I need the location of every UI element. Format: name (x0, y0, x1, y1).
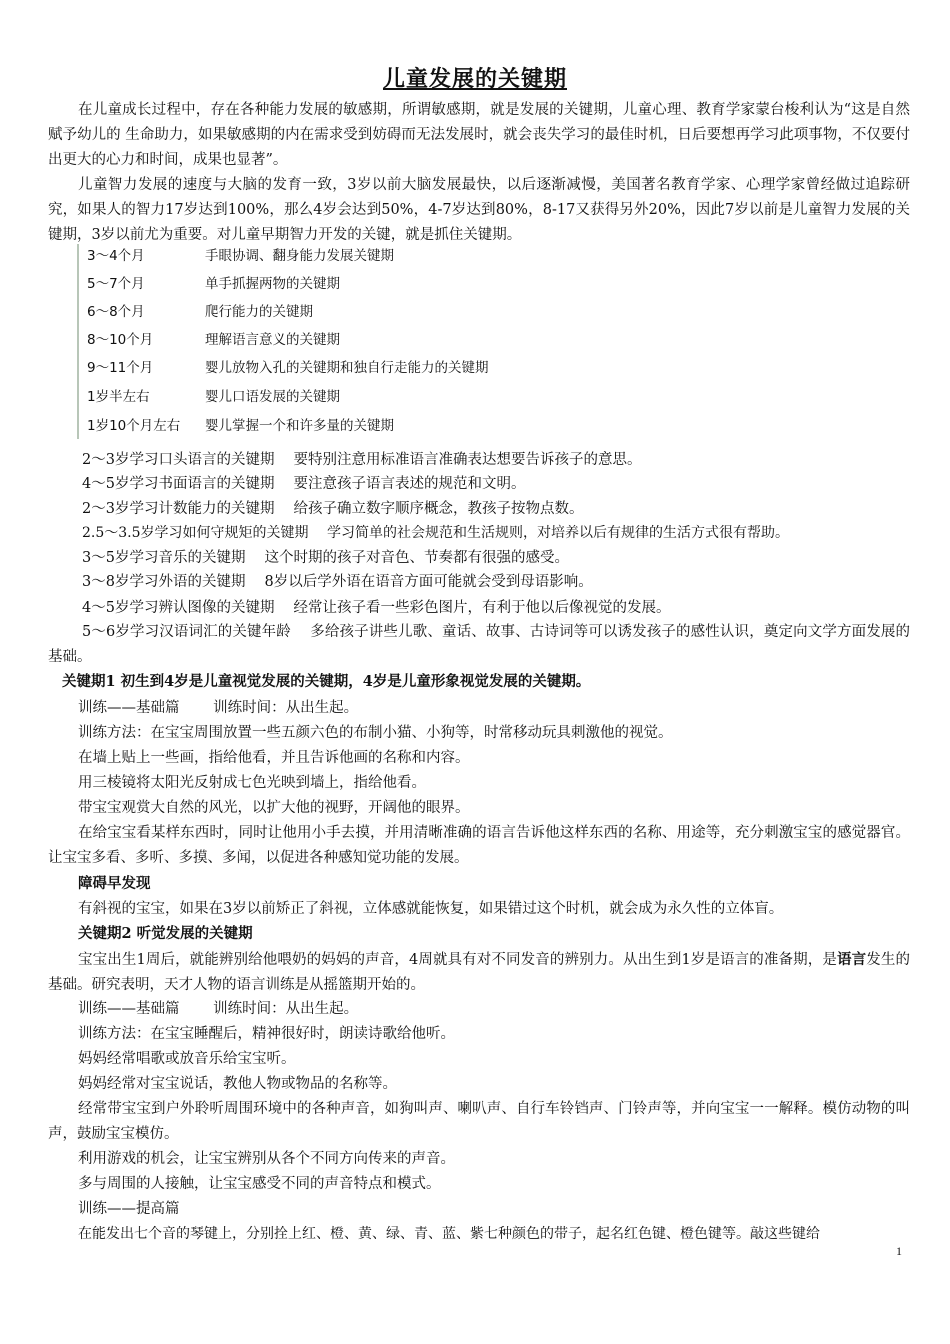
key2-line: 训练方法：在宝宝睡醒后，精神很好时，朗读诗歌给他听。 (78, 1026, 455, 1042)
key-period-table (77, 244, 559, 439)
key1-line: 带宝宝观赏大自然的风光，以扩大他的视野，开阔他的眼界。 (78, 800, 470, 816)
key2-line: 训练——基础篇 训练时间：从出生起。 (78, 1001, 359, 1017)
period-line: 3～5岁学习音乐的关键期 这个时期的孩子对音色、节奏都有很强的感受。 (82, 550, 570, 566)
table-desc: 单手抓握两物的关键期 (205, 276, 340, 292)
key2-line: 在能发出七个音的琴键上，分别拴上红、橙、黄、绿、青、蓝、紫七种颜色的带子，起名红色键、橙色键等。敲这些键给 (78, 1226, 820, 1242)
table-age: 9～11个月 (87, 360, 154, 376)
key1-line: 训练方法：在宝宝周围放置一些五颜六色的布制小猫、小狗等，时常移动玩具刺激他的视觉。 (78, 725, 673, 741)
table-desc: 婴儿口语发展的关键期 (205, 389, 340, 405)
table-row (87, 414, 394, 438)
key1-paragraph: 在给宝宝看某样东西时，同时让他用小手去摸，并用清晰准确的语言告诉他这样东西的名称、用途等，充分刺激宝宝的感觉器官。让宝宝多看、多听、多摸、多闻，以促进各种感知觉功能的发展。 (48, 825, 910, 866)
intro-paragraph-1: 在儿童成长过程中，存在各种能力发展的敏感期，所谓敏感期，就是发展的关键期，儿童心理、教育学家蒙台梭利认为“这是自然赋予幼儿的 生命助力，如果敏感期的内在需求受到妨碍而无法发展时，就会丧失学习的最佳时机，日后要想再学习此项事物，不仅要付出更大的心力和时间，成果也显著”。 (48, 102, 910, 168)
period-line: 2.5～3.5岁学习如何守规矩的关键期 学习简单的社会规范和生活规则，对培养以后有规律的生活方式很有帮助。 (82, 525, 789, 541)
period-line-last: 5～6岁学习汉语词汇的关键年龄 多给孩子讲些儿歌、童话、故事、古诗词等可以诱发孩子的感性认识，奠定向文学方面发展的基础。 (48, 624, 910, 665)
table-desc: 理解语言意义的关键期 (205, 332, 340, 348)
table-desc: 婴儿放物入孔的关键期和独自行走能力的关键期 (205, 360, 489, 376)
key2-line: 训练——提高篇 (78, 1201, 180, 1217)
key2-text-a: 宝宝出生1周后，就能辨别给他喂奶的妈妈的声音，4周就具有对不同发音的辨别力。从出生到1岁是语言的准备期，是 (78, 952, 838, 968)
key2-paragraph (48, 947, 910, 998)
period-line: 4～5岁学习辨认图像的关键期 经常让孩子看一些彩色图片，有利于他以后像视觉的发展。 (82, 600, 671, 616)
key2-line: 利用游戏的机会，让宝宝辨别从各个不同方向传来的声音。 (78, 1151, 455, 1167)
obstacle-heading: 障碍早发现 (78, 875, 151, 892)
key2-line: 妈妈经常唱歌或放音乐给宝宝听。 (78, 1051, 296, 1067)
table-age: 5～7个月 (87, 276, 145, 292)
table-row (87, 385, 340, 409)
key1-heading: 关键期1 初生到4岁是儿童视觉发展的关键期，4岁是儿童形象视觉发展的关键期。 (62, 673, 591, 690)
page-title: 儿童发展的关键期 (382, 66, 567, 92)
table-row (87, 272, 340, 296)
intro-paragraph-2: 儿童智力发展的速度与大脑的发育一致，3岁以前大脑发展最快，以后逐渐减慢，美国著名教育学家、心理学家曾经做过追踪研究，如果人的智力17岁达到100%，那么4岁会达到50%，4-7岁达到80%，8-17又获得另外20%，因此7岁以前是儿童智力发展的关键期，3岁以前尤为重要。对儿童早期智力开发的关键，就是抓住关键期。 (48, 177, 910, 243)
key2-text-bold: 语言 (837, 951, 867, 968)
table-age: 6～8个月 (87, 304, 145, 320)
period-line: 3～8岁学习外语的关键期 8岁以后学外语在语音方面可能就会受到母语影响。 (82, 574, 593, 590)
page-number: 1 (896, 1244, 902, 1258)
table-row (87, 356, 489, 380)
period-line: 4～5岁学习书面语言的关键期 要注意孩子语言表述的规范和文明。 (82, 476, 526, 492)
table-desc: 爬行能力的关键期 (205, 304, 313, 320)
table-age: 3～4个月 (87, 248, 145, 264)
table-age: 8～10个月 (87, 332, 154, 348)
table-age: 1岁10个月左右 (87, 418, 181, 434)
table-age: 1岁半左右 (87, 389, 150, 405)
key2-line: 妈妈经常对宝宝说话，教他人物或物品的名称等。 (78, 1076, 397, 1092)
key1-line: 训练——基础篇 训练时间：从出生起。 (78, 700, 359, 716)
period-line: 2～3岁学习计数能力的关键期 给孩子确立数字顺序概念，教孩子按物点数。 (82, 501, 584, 517)
key1-line: 在墙上贴上一些画，指给他看，并且告诉他画的名称和内容。 (78, 750, 470, 766)
table-row (87, 300, 313, 324)
period-line: 2～3岁学习口头语言的关键期 要特别注意用标准语言准确表达想要告诉孩子的意思。 (82, 452, 642, 468)
table-desc: 手眼协调、翻身能力发展关键期 (205, 248, 394, 264)
key2-paragraph-2: 经常带宝宝到户外聆听周围环境中的各种声音，如狗叫声、喇叭声、自行车铃铛声、门铃声等，并向宝宝一一解释。模仿动物的叫声，鼓励宝宝模仿。 (48, 1101, 910, 1142)
key1-line: 用三棱镜将太阳光反射成七色光映到墙上，指给他看。 (78, 775, 426, 791)
key2-line: 多与周围的人接触，让宝宝感受不同的声音特点和模式。 (78, 1176, 441, 1192)
table-row (87, 244, 394, 268)
obstacle-text: 有斜视的宝宝，如果在3岁以前矫正了斜视，立体感就能恢复，如果错过这个时机，就会成为永久性的立体盲。 (78, 901, 784, 917)
key2-heading: 关键期2 听觉发展的关键期 (78, 925, 253, 942)
key2-text-b: 发生的基础。研究表明，天才人物的语言训练是从摇篮期开始的。 (48, 952, 911, 993)
table-row (87, 328, 340, 352)
table-desc: 婴儿掌握一个和许多量的关键期 (205, 418, 394, 434)
